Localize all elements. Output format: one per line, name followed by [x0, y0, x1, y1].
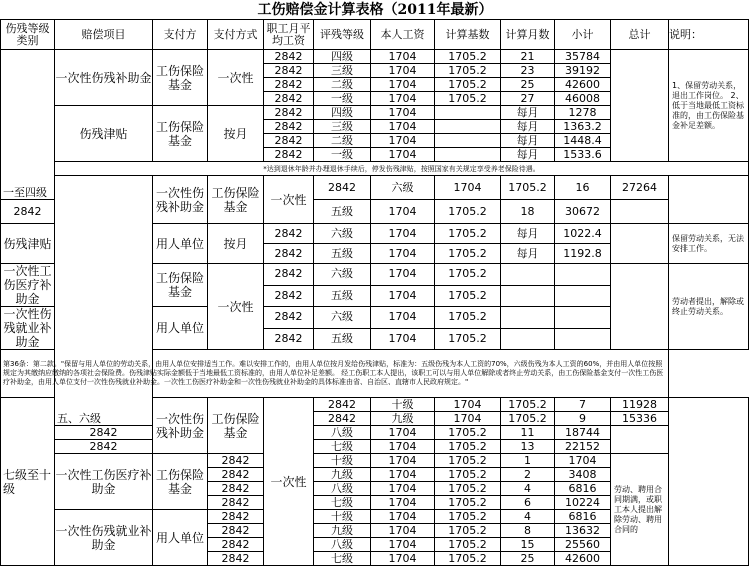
- base-cell: 1705.2: [435, 468, 501, 482]
- payer-employer: 用人单位: [153, 307, 208, 350]
- wage-cell: 2842: [208, 524, 264, 538]
- subtotal-cell: 30672: [555, 200, 611, 224]
- own-wage-cell: 1704: [371, 328, 435, 350]
- table-row: [1, 350, 749, 398]
- grade-cell: 二级: [314, 78, 371, 92]
- subtotal-cell: [555, 264, 611, 286]
- grade-cell: 二级: [314, 134, 371, 148]
- base-cell: 1705.2: [501, 398, 555, 412]
- wage-cell: 2842: [208, 538, 264, 552]
- own-wage-cell: 1704: [371, 120, 435, 134]
- header-own-wage: 本人工资: [371, 20, 435, 50]
- own-wage-cell: 1704: [371, 285, 435, 307]
- header-category: 伤残等级 类别: [1, 20, 55, 50]
- item-medical: 一次性工伤医疗补助金: [1, 264, 55, 307]
- months-cell: 18: [501, 200, 555, 224]
- table-row: [1, 50, 749, 64]
- base-cell: 1705.2: [435, 64, 501, 78]
- own-wage-cell: 1704: [371, 510, 435, 524]
- subtotal-cell: 1278: [555, 106, 611, 120]
- header-item: 赔偿项目: [55, 20, 153, 50]
- table-row: [1, 426, 749, 440]
- wage-cell: 2842: [264, 285, 314, 307]
- total-cell: [669, 398, 749, 566]
- base-cell: 1705.2: [435, 78, 501, 92]
- wage-cell: 2842: [264, 64, 314, 78]
- subtotal-cell: 6816: [555, 510, 611, 524]
- own-wage-cell: 1704: [371, 78, 435, 92]
- subtotal-cell: 39192: [555, 64, 611, 78]
- months-cell: 每月: [501, 134, 555, 148]
- grade-cell: 十级: [314, 510, 371, 524]
- method-monthly: 按月: [208, 106, 264, 162]
- subtotal-cell: 27264: [611, 176, 669, 200]
- base-cell: 1705.2: [435, 496, 501, 510]
- header-remarks: 说明：: [669, 20, 749, 50]
- table-row: [1, 440, 749, 454]
- page-title: 工伤赔偿金计算表格（2011年最新）: [257, 2, 493, 18]
- months-cell: 每月: [501, 148, 555, 162]
- grade-cell: 八级: [314, 426, 371, 440]
- own-wage-cell: 1704: [371, 92, 435, 106]
- grade-cell: 四级: [314, 106, 371, 120]
- own-wage-cell: 1704: [371, 454, 435, 468]
- months-cell: 4: [501, 510, 555, 524]
- remark-5-6-a: 保留劳动关系，无法安排工作。: [669, 224, 749, 264]
- own-wage-cell: 1704: [371, 426, 435, 440]
- months-cell: 每月: [501, 244, 555, 264]
- method-once: 一次性: [264, 398, 314, 566]
- grade-cell: 九级: [314, 524, 371, 538]
- method-once: 一次性: [208, 264, 264, 350]
- own-wage-cell: 1704: [371, 482, 435, 496]
- header-grade: 评残等级: [314, 20, 371, 50]
- own-wage-cell: 1704: [371, 468, 435, 482]
- base-cell: 1705.2: [435, 264, 501, 286]
- category-5-6: 五、六级: [55, 176, 153, 426]
- base-cell: [435, 120, 501, 134]
- base-cell: 1705.2: [435, 307, 501, 329]
- grade-cell: 六级: [314, 264, 371, 286]
- payer-fund: 工伤保险基金: [153, 50, 208, 106]
- wage-cell: 2842: [264, 120, 314, 134]
- base-cell: 1705.2: [435, 524, 501, 538]
- subtotal-cell: 1704: [555, 454, 611, 468]
- own-wage-cell: 1704: [371, 134, 435, 148]
- months-cell: 21: [501, 50, 555, 64]
- subtotal-cell: 18744: [555, 426, 611, 440]
- item-lump-sum: 一次性伤残补助金: [153, 176, 208, 224]
- subtotal-cell: [555, 285, 611, 307]
- item-allowance: 伤残津贴: [1, 224, 55, 264]
- months-cell: 6: [501, 496, 555, 510]
- own-wage-cell: 1704: [435, 176, 501, 200]
- table-row: [1, 454, 749, 468]
- base-cell: [435, 148, 501, 162]
- header-method: 支付方式: [208, 20, 264, 50]
- base-cell: 1705.2: [435, 482, 501, 496]
- own-wage-cell: 1704: [371, 496, 435, 510]
- method-once: 一次性: [264, 176, 314, 224]
- own-wage-cell: 1704: [371, 264, 435, 286]
- remark-1-4: 1、保留劳动关系，退出工作岗位。 2、低于当地最低工资标准的，由工伤保险基金补足差额。: [669, 50, 749, 162]
- compensation-table: [0, 19, 749, 566]
- wage-cell: 2842: [55, 426, 153, 440]
- months-cell: 16: [555, 176, 611, 200]
- months-cell: 13: [501, 440, 555, 454]
- wage-cell: 2842: [208, 482, 264, 496]
- header-payer: 支付方: [153, 20, 208, 50]
- base-cell: [435, 106, 501, 120]
- remark-7-10: 劳动、聘用合同期满，或职工本人提出解除劳动、聘用合同的: [611, 454, 669, 566]
- months-cell: 每月: [501, 106, 555, 120]
- months-cell: 4: [501, 482, 555, 496]
- item-lump-sum: 一次性伤残补助金: [55, 50, 153, 106]
- subtotal-cell: 15336: [611, 412, 669, 426]
- grade-cell: 七级: [314, 552, 371, 566]
- subtotal-cell: 25560: [555, 538, 611, 552]
- note-5-6: 第36条：第二款。"保留与用人单位的劳动关系，由用人单位安排适当工作。难以安排工作的，由用人单位按月发给伤残津贴，标准为：五级伤残为本人工资的70%，六级伤残为本人工资的60%，并由用人单位按照规定为其缴纳应缴纳的各项社会保险费。伤残津贴实际金额低于当地最低工资标准的，由用人单位补足差额。 经工伤职工本人提出，该职工可以与用人单位解除或者终止劳动关系，由工伤保险基金支付一次性工伤医疗补助金，由用人单位支付一次性伤残就业补助金。一次性工伤医疗补助金和一次性伤残就业补助金的具体标准由省、自治区、直辖市人民政府规定。": [1, 350, 669, 398]
- payer-employer: 用人单位: [153, 510, 208, 566]
- wage-cell: 2842: [264, 92, 314, 106]
- grade-cell: 九级: [371, 412, 435, 426]
- header-months: 计算月数: [501, 20, 555, 50]
- subtotal-cell: 6816: [555, 482, 611, 496]
- subtotal-cell: [555, 307, 611, 329]
- grade-cell: 七级: [314, 440, 371, 454]
- wage-cell: 2842: [264, 244, 314, 264]
- base-cell: 1705.2: [435, 426, 501, 440]
- subtotal-cell: 46008: [555, 92, 611, 106]
- item-allowance: 伤残津贴: [55, 106, 153, 162]
- grade-cell: 十级: [314, 454, 371, 468]
- total-cell: [611, 224, 669, 264]
- months-cell: [501, 307, 555, 329]
- grade-cell: 十级: [371, 398, 435, 412]
- base-cell: 1705.2: [435, 92, 501, 106]
- base-cell: 1705.2: [435, 244, 501, 264]
- wage-cell: 2842: [264, 134, 314, 148]
- wage-cell: 2842: [208, 510, 264, 524]
- months-cell: 9: [555, 412, 611, 426]
- grade-cell: 一级: [314, 148, 371, 162]
- own-wage-cell: 1704: [371, 50, 435, 64]
- months-cell: 23: [501, 64, 555, 78]
- months-cell: 每月: [501, 224, 555, 244]
- base-cell: 1705.2: [435, 510, 501, 524]
- total-cell: [611, 264, 669, 350]
- own-wage-cell: 1704: [371, 148, 435, 162]
- base-cell: 1705.2: [435, 285, 501, 307]
- subtotal-cell: [555, 328, 611, 350]
- months-cell: [501, 285, 555, 307]
- payer-fund: 工伤保险基金: [153, 454, 208, 510]
- own-wage-cell: 1704: [371, 440, 435, 454]
- wage-cell: 2842: [314, 398, 371, 412]
- total-cell: [669, 176, 749, 224]
- grade-cell: 六级: [371, 176, 435, 200]
- own-wage-cell: 1704: [371, 538, 435, 552]
- payer-fund: 工伤保险基金: [208, 176, 264, 224]
- category-7-10: 七级至十级: [1, 398, 55, 566]
- months-cell: 8: [501, 524, 555, 538]
- item-medical: 一次性工伤医疗补助金: [55, 454, 153, 510]
- months-cell: 1: [501, 454, 555, 468]
- payer-employer: 用人单位: [153, 224, 208, 264]
- own-wage-cell: 1704: [371, 244, 435, 264]
- grade-cell: 三级: [314, 120, 371, 134]
- grade-cell: 六级: [314, 224, 371, 244]
- base-cell: 1705.2: [501, 412, 555, 426]
- wage-cell: 2842: [264, 224, 314, 244]
- base-cell: 1705.2: [501, 176, 555, 200]
- wage-cell: 2842: [314, 412, 371, 426]
- wage-cell: 2842: [264, 50, 314, 64]
- grade-cell: 八级: [314, 538, 371, 552]
- method-once: 一次性: [208, 50, 264, 106]
- header-row: [1, 20, 749, 50]
- base-cell: 1705.2: [435, 538, 501, 552]
- subtotal-cell: 1192.8: [555, 244, 611, 264]
- header-subtotal: 小计: [555, 20, 611, 50]
- grade-cell: 五级: [314, 200, 371, 224]
- subtotal-cell: 13632: [555, 524, 611, 538]
- base-cell: [435, 134, 501, 148]
- own-wage-cell: 1704: [435, 398, 501, 412]
- months-cell: 27: [501, 92, 555, 106]
- own-wage-cell: 1704: [371, 224, 435, 244]
- months-cell: [501, 264, 555, 286]
- grade-cell: 七级: [314, 496, 371, 510]
- months-cell: 11: [501, 426, 555, 440]
- grade-cell: 三级: [314, 64, 371, 78]
- wage-cell: 2842: [264, 78, 314, 92]
- months-cell: 每月: [501, 120, 555, 134]
- months-cell: [501, 328, 555, 350]
- subtotal-cell: 1022.4: [555, 224, 611, 244]
- wage-cell: 2842: [264, 264, 314, 286]
- method-monthly: 按月: [208, 224, 264, 264]
- months-cell: 15: [501, 538, 555, 552]
- subtotal-cell: 3408: [555, 468, 611, 482]
- subtotal-cell: 10224: [555, 496, 611, 510]
- subtotal-cell: 22152: [555, 440, 611, 454]
- wage-cell: 2842: [208, 454, 264, 468]
- base-cell: 1705.2: [435, 328, 501, 350]
- header-base: 计算基数: [435, 20, 501, 50]
- wage-cell: 2842: [55, 440, 153, 454]
- subtotal-cell: 11928: [611, 398, 669, 412]
- item-lump-sum: 一次性伤残补助金: [153, 398, 208, 454]
- subtotal-cell: 1533.6: [555, 148, 611, 162]
- payer-fund: 工伤保险基金: [208, 398, 264, 454]
- own-wage-cell: 1704: [371, 200, 435, 224]
- table-row: [1, 162, 749, 176]
- wage-cell: 2842: [264, 106, 314, 120]
- own-wage-cell: 1704: [371, 307, 435, 329]
- header-wage: 职工月平 均工资: [264, 20, 314, 50]
- base-cell: 1705.2: [435, 200, 501, 224]
- wage-cell: 2842: [208, 468, 264, 482]
- grade-cell: 八级: [314, 482, 371, 496]
- months-cell: 25: [501, 78, 555, 92]
- total-cell: [611, 50, 669, 162]
- wage-cell: 2842: [264, 148, 314, 162]
- own-wage-cell: 1704: [371, 106, 435, 120]
- subtotal-cell: 42600: [555, 552, 611, 566]
- grade-cell: 六级: [314, 307, 371, 329]
- own-wage-cell: 1704: [371, 64, 435, 78]
- note-1-4: *达到退休年龄并办理退休手续后，停发伤残津贴，按照国家有关规定享受养老保险待遇。: [55, 162, 749, 176]
- own-wage-cell: 1704: [371, 552, 435, 566]
- item-employment: 一次性伤残就业补助金: [1, 307, 55, 350]
- months-cell: 2: [501, 468, 555, 482]
- grade-cell: 五级: [314, 285, 371, 307]
- item-employment: 一次性伤残就业补助金: [55, 510, 153, 566]
- grade-cell: 九级: [314, 468, 371, 482]
- wage-cell: 2842: [264, 328, 314, 350]
- category-1-4: 一至四级: [1, 50, 55, 200]
- months-cell: 7: [555, 398, 611, 412]
- payer-fund: 工伤保险基金: [153, 106, 208, 162]
- own-wage-cell: 1704: [435, 412, 501, 426]
- wage-cell: 2842: [208, 552, 264, 566]
- subtotal-cell: 1363.2: [555, 120, 611, 134]
- months-cell: 25: [501, 552, 555, 566]
- wage-cell: 2842: [208, 496, 264, 510]
- table-row: [1, 176, 749, 200]
- payer-fund: 工伤保险基金: [153, 264, 208, 307]
- wage-cell: 2842: [264, 307, 314, 329]
- grade-cell: 五级: [314, 244, 371, 264]
- wage-cell: 2842: [1, 200, 55, 224]
- base-cell: 1705.2: [435, 50, 501, 64]
- base-cell: 1705.2: [435, 552, 501, 566]
- subtotal-cell: 1448.4: [555, 134, 611, 148]
- base-cell: 1705.2: [435, 440, 501, 454]
- base-cell: 1705.2: [435, 224, 501, 244]
- grade-cell: 五级: [314, 328, 371, 350]
- grade-cell: 四级: [314, 50, 371, 64]
- base-cell: 1705.2: [435, 454, 501, 468]
- grade-cell: 一级: [314, 92, 371, 106]
- subtotal-cell: 42600: [555, 78, 611, 92]
- wage-cell: 2842: [314, 176, 371, 200]
- header-total: 总计: [611, 20, 669, 50]
- subtotal-cell: 35784: [555, 50, 611, 64]
- remark-5-6-b: 劳动者提出，解除或终止劳动关系。: [669, 264, 749, 350]
- own-wage-cell: 1704: [371, 524, 435, 538]
